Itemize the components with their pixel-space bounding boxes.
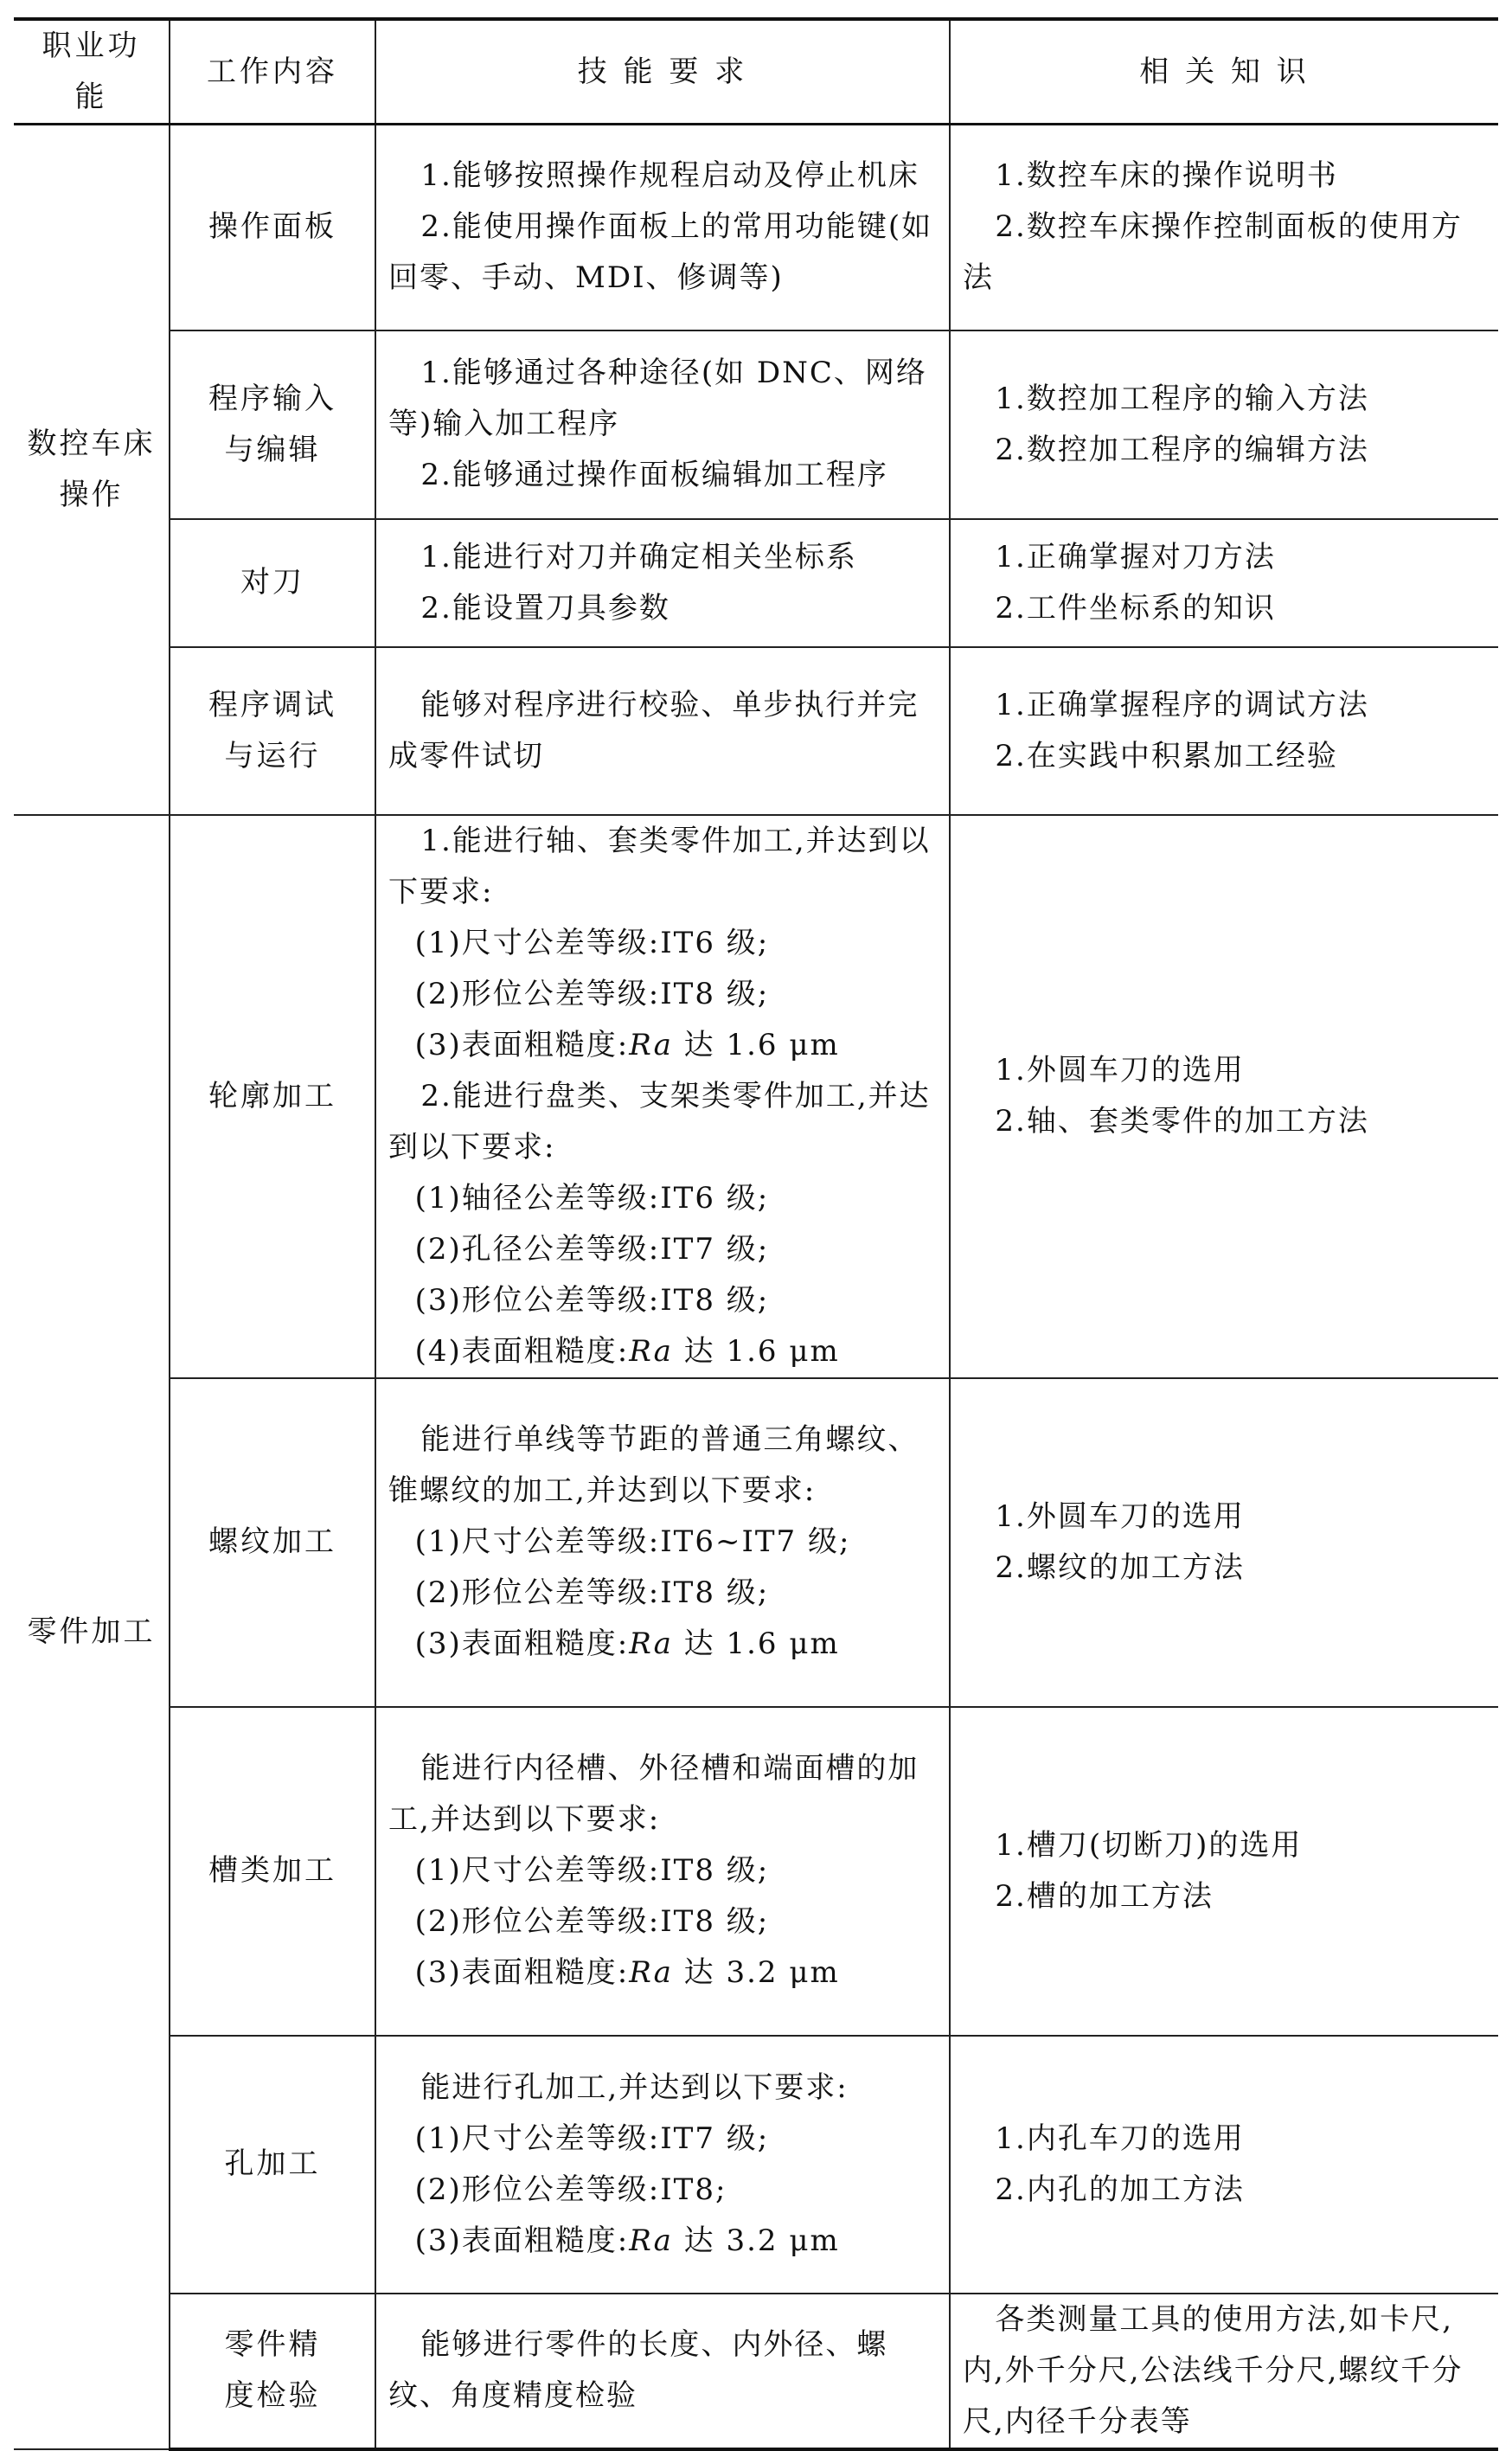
related-knowledge-cell [950, 1707, 1498, 2036]
function-label-line: 数控车床 [27, 426, 156, 461]
related-knowledge-line: 2.数控加工程序的编辑方法 [995, 432, 1369, 467]
work-content-cell [170, 2294, 375, 2449]
skill-requirement-line: (2)形位公差等级:IT8; [414, 2172, 727, 2207]
skill-requirement-line: 1.能够通过各种途径(如 DNC、网络等)输入加工程序 [388, 356, 927, 441]
function-cell [14, 125, 170, 815]
requirements-table [14, 17, 1498, 2451]
work-content-cell [170, 2036, 375, 2294]
skill-requirements-cell [375, 2294, 950, 2449]
skill-requirement-line: (3)表面粗糙度:Ra 达 1.6 μm [414, 1027, 840, 1062]
related-knowledge-cell [950, 815, 1498, 1378]
skill-requirement-line: 2.能进行盘类、支架类零件加工,并达到以下要求: [388, 1078, 931, 1165]
skill-requirement-line: (1)尺寸公差等级:IT6 级; [414, 925, 770, 960]
header-content: 工作内容 [170, 19, 375, 125]
header-knowledge: 相 关 知 识 [950, 19, 1498, 125]
skill-requirement-line: 2.能使用操作面板上的常用功能键(如回零、手动、MDI、修调等) [388, 209, 933, 296]
skill-requirement-line: 2.能够通过操作面板编辑加工程序 [420, 458, 888, 492]
related-knowledge-line: 1.数控车床的操作说明书 [995, 158, 1338, 194]
table-row [14, 1378, 1498, 1707]
related-knowledge-line: 1.外圆车刀的选用 [995, 1498, 1245, 1534]
related-knowledge-line: 各类测量工具的使用方法,如卡尺,内,外千分尺,公法线千分尺,螺纹千分尺,内径千分表等 [963, 2301, 1464, 2439]
related-knowledge-line: 2.在实践中积累加工经验 [995, 738, 1338, 773]
work-content-cell [170, 330, 375, 519]
header-skill: 技 能 要 求 [375, 19, 950, 125]
related-knowledge-cell [950, 2036, 1498, 2294]
skill-requirement-line: (3)表面粗糙度:Ra 达 3.2 μm [414, 1955, 840, 1990]
table-row [14, 815, 1498, 1378]
skill-requirement-line: 2.能设置刀具参数 [420, 590, 670, 626]
related-knowledge-cell [950, 519, 1498, 647]
skill-requirement-line: (4)表面粗糙度:Ra 达 1.6 μm [414, 1333, 840, 1369]
skill-requirement-line: (2)孔径公差等级:IT7 级; [414, 1231, 770, 1267]
skill-requirement-line: (3)形位公差等级:IT8 级; [414, 1282, 770, 1318]
skill-requirement-line: (1)尺寸公差等级:IT8 级; [414, 1853, 770, 1888]
work-content-cell [170, 647, 375, 815]
skill-requirement-line: 能进行单线等节距的普通三角螺纹、锥螺纹的加工,并达到以下要求: [388, 1422, 919, 1508]
skill-requirement-line: 1.能进行轴、套类零件加工,并达到以下要求: [388, 823, 931, 909]
function-label-line: 零件加工 [27, 1614, 156, 1649]
table-row [14, 1707, 1498, 2036]
related-knowledge-line: 2.数控车床操作控制面板的使用方法 [963, 209, 1463, 296]
skill-requirement-line: 能够进行零件的长度、内外径、螺纹、角度精度检验 [388, 2327, 888, 2413]
header-row [14, 19, 1498, 125]
work-content-line: 程序调试 [208, 687, 336, 722]
work-content-line: 孔加工 [224, 2146, 321, 2181]
skill-requirement-line: (2)形位公差等级:IT8 级; [414, 1575, 770, 1610]
work-content-cell [170, 815, 375, 1378]
related-knowledge-line: 2.槽的加工方法 [995, 1878, 1214, 1914]
skill-requirement-line: (2)形位公差等级:IT8 级; [414, 976, 770, 1011]
related-knowledge-cell [950, 647, 1498, 815]
function-cell [14, 815, 170, 2449]
related-knowledge-cell [950, 125, 1498, 330]
skill-requirement-line: 能进行内径槽、外径槽和端面槽的加工,并达到以下要求: [388, 1751, 919, 1837]
work-content-line: 槽类加工 [208, 1853, 336, 1888]
related-knowledge-line: 1.正确掌握程序的调试方法 [995, 687, 1369, 722]
related-knowledge-cell [950, 1378, 1498, 1707]
table-row [14, 2036, 1498, 2294]
table-row [14, 330, 1498, 519]
related-knowledge-line: 1.数控加工程序的输入方法 [995, 381, 1369, 416]
skill-requirements-cell [375, 125, 950, 330]
related-knowledge-line: 1.外圆车刀的选用 [995, 1053, 1245, 1088]
work-content-cell [170, 1707, 375, 2036]
skill-requirements-cell [375, 2036, 950, 2294]
related-knowledge-cell [950, 2294, 1498, 2449]
table-body [14, 125, 1498, 2449]
skill-requirements-cell [375, 519, 950, 647]
related-knowledge-line: 2.轴、套类零件的加工方法 [995, 1104, 1369, 1139]
related-knowledge-line: 2.内孔的加工方法 [995, 2172, 1245, 2207]
table-row [14, 519, 1498, 647]
work-content-cell [170, 1378, 375, 1707]
table-row [14, 647, 1498, 815]
work-content-line: 零件精 [224, 2327, 321, 2362]
related-knowledge-line: 1.槽刀(切断刀)的选用 [995, 1827, 1303, 1863]
skill-requirement-line: (1)尺寸公差等级:IT7 级; [414, 2121, 770, 2156]
work-content-line: 程序输入 [208, 381, 336, 416]
related-knowledge-line: 2.螺纹的加工方法 [995, 1550, 1245, 1585]
work-content-cell [170, 125, 375, 330]
work-content-line: 螺纹加工 [208, 1524, 336, 1559]
skill-requirement-line: (2)形位公差等级:IT8 级; [414, 1904, 770, 1939]
skill-requirements-cell [375, 1707, 950, 2036]
work-content-line: 对刀 [240, 565, 304, 600]
skill-requirements-cell [375, 330, 950, 519]
skill-requirement-line: (3)表面粗糙度:Ra 达 1.6 μm [414, 1627, 840, 1661]
skill-requirement-line: (1)轴径公差等级:IT6 级; [414, 1180, 770, 1216]
skill-requirement-line: 能够对程序进行校验、单步执行并完成零件试切 [388, 687, 919, 773]
related-knowledge-line: 1.正确掌握对刀方法 [995, 539, 1276, 574]
skill-requirement-line: 能进行孔加工,并达到以下要求: [420, 2069, 849, 2105]
skill-requirement-line: 1.能够按照操作规程启动及停止机床 [420, 158, 919, 194]
table-row [14, 2294, 1498, 2449]
skill-requirement-line: (1)尺寸公差等级:IT6~IT7 级; [414, 1524, 851, 1559]
work-content-line: 轮廓加工 [208, 1078, 336, 1113]
related-knowledge-line: 2.工件坐标系的知识 [995, 590, 1276, 626]
skill-requirements-cell [375, 815, 950, 1378]
work-content-line: 与运行 [224, 738, 321, 773]
skill-requirements-cell [375, 647, 950, 815]
work-content-line: 度检验 [224, 2378, 321, 2413]
related-knowledge-cell [950, 330, 1498, 519]
work-content-line: 与编辑 [224, 432, 321, 467]
skill-requirement-line: 1.能进行对刀并确定相关坐标系 [420, 539, 857, 574]
work-content-cell [170, 519, 375, 647]
header-function: 职业功能 [14, 19, 170, 125]
work-content-line: 操作面板 [208, 209, 336, 245]
related-knowledge-line: 1.内孔车刀的选用 [995, 2121, 1245, 2156]
table-row [14, 125, 1498, 330]
function-label-line: 操作 [59, 477, 124, 512]
skill-requirement-line: (3)表面粗糙度:Ra 达 3.2 μm [414, 2223, 840, 2258]
skill-requirements-cell [375, 1378, 950, 1707]
